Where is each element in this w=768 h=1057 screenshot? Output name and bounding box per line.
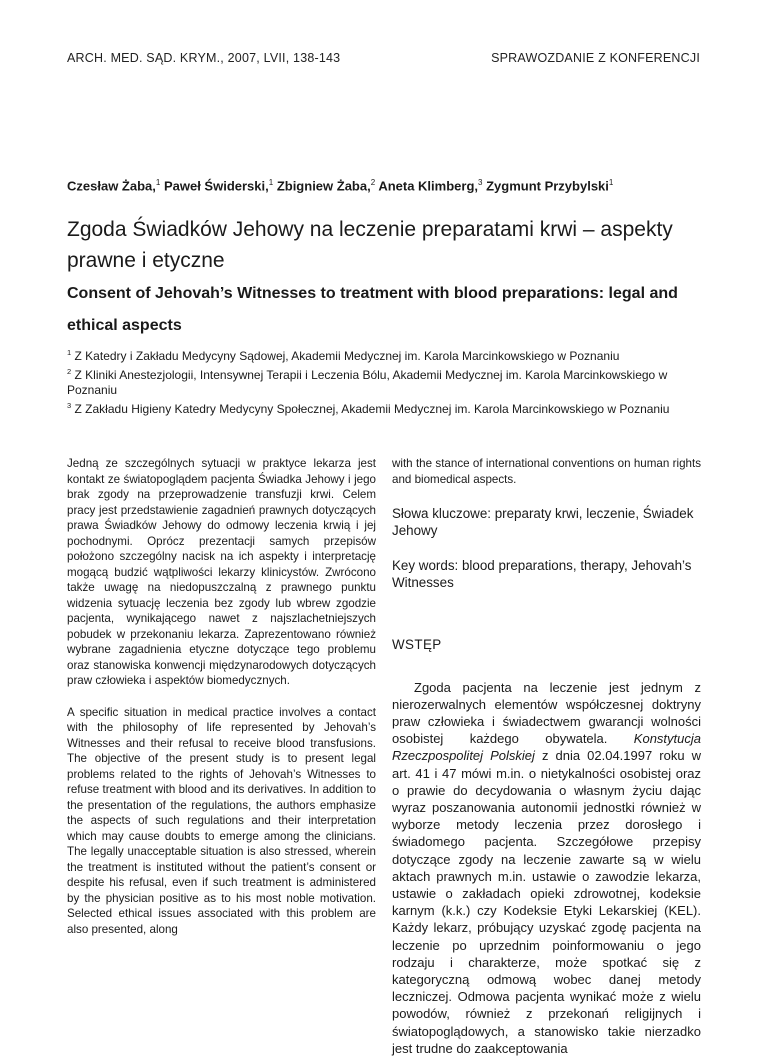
paper-title-english: Consent of Jehovah’s Witnesses to treatment with blood preparations: legal and ethical aspects	[67, 285, 678, 334]
author-affiliation-mark: 1	[155, 178, 161, 187]
affiliation-item	[67, 345, 707, 364]
author-affiliation-mark: 1	[608, 178, 614, 187]
author-affiliation-mark: 3	[478, 178, 483, 187]
affiliation-number: 1	[67, 348, 72, 357]
section-heading: WSTĘP	[392, 637, 442, 652]
paper-title-polish: Zgoda Świadków Jehowy na leczenie preparatami krwi – aspekty prawne i etyczne	[67, 218, 673, 272]
keywords-polish: Słowa kluczowe: preparaty krwi, leczenie, Świadek Jehowy	[392, 506, 694, 538]
journal-header: ARCH. MED. SĄD. KRYM., 2007, LVII, 138-143	[67, 51, 341, 65]
abstract-english-continued: with the stance of international conventions on human rights and biomedical aspects.	[392, 457, 701, 486]
keywords-english: Key words: blood preparations, therapy, Jehovah’s Witnesses	[392, 558, 692, 590]
left-column	[67, 456, 376, 937]
abstract-english: A specific situation in medical practice involves a contact with the philosophy of life represented by Jehovah’s Witnesses and their refusal to receive blood transfusions. The objective of the present study is to present legal problems related to the rights of Jehovah’s Witnesses to refuse treatment with blood and its derivatives. In addition to the presentation of the regulations, the authors emphasize the aspects of such regulations and their interpretation which may cause doubts to emerge among the clinicians. The legally unacceptable situation is also stressed, wherein the treatment is instituted without the patient’s consent or despite his refusal, even if such treatment is administered by the physician positive as to his most noble motivation. Selected ethical issues associated with this problem are also presented, along	[67, 705, 376, 936]
intro-italic-citation: Konstytucja Rzeczpospolitej Polskiej	[392, 731, 701, 764]
affiliation-text: Z Zakładu Higieny Katedry Medycyny Społecznej, Akademii Medycznej im. Karola Marcinkowskiego w Poznaniu	[74, 402, 670, 416]
author-affiliation-mark: 1	[268, 178, 274, 187]
author-affiliation-mark: 2	[370, 178, 376, 187]
author-name: Czesław Żaba,	[67, 178, 156, 194]
affiliation-text: Z Kliniki Anestezjologii, Intensywnej Terapii i Leczenia Bólu, Akademii Medycznej im. Karola Marcinkowskiego w Poznaniu	[67, 368, 668, 397]
author-name: Zygmunt Przybylski	[486, 178, 609, 194]
right-column	[392, 456, 701, 1057]
author-name: Zbigniew Żaba,	[276, 178, 371, 194]
author-name: Paweł Świderski,	[163, 178, 269, 194]
affiliation-number: 2	[67, 367, 72, 376]
affiliation-item	[67, 364, 707, 398]
affiliation-item	[67, 398, 707, 417]
affiliation-list	[67, 345, 707, 417]
intro-text-part: Zgoda pacjenta na leczenie jest jednym z nierozerwalnych elementów współczesnej doktryny praw człowieka i świadectwem gwarancji wolności osobistej każdego obywatela.	[392, 679, 701, 747]
abstract-polish: Jedną ze szczególnych sytuacji w praktyce lekarza jest kontakt ze światopoglądem pacjenta Świadka Jehowy i jego brak zgody na przeprowadzenie transfuzji krwi. Celem pracy jest przedstawienie zagadnień prawnych dotyczących prawa Świadków Jehowy do odmowy leczenia krwią i jej pochodnymi. Oprócz prezentacji samych przepisów położono szczególny nacisk na ich aspekty i interpretację mogącą budzić wątpliwości lekarzy klinicystów. Zwrócono także uwagę na niedopuszczalną z prawnego punktu widzenia sytuację leczenia bez zgody lub wbrew zgodzie pacjenta, wynikającego nawet z najszlachetniejszych pobudek w przekonaniu lekarza. Zaprezentowano również wybrane zagadnienia etyczne dotyczące tego problemu oraz stanowiska konwencji międzynarodowych dotyczących praw człowieka i aspektów biomedycznych.	[67, 457, 376, 687]
author-list	[67, 178, 707, 193]
affiliation-number: 3	[67, 401, 72, 410]
affiliation-text: Z Katedry i Zakładu Medycyny Sądowej, Akademii Medycznej im. Karola Marcinkowskiego w Poznaniu	[74, 349, 620, 363]
author-name: Aneta Klimberg,	[378, 178, 478, 194]
intro-text-part: z dnia 02.04.1997 roku w art. 41 i 47 mówi m.in. o nietykalności osobistej oraz o prawie do decydowania o własnym życiu dając wyraz poszanowania autonomii jednostki również w wyborze metody leczenia przez dorosłego i świadomego pacjenta. Szczegółowe przepisy dotyczące zgody na leczenie zawarte są w wielu aktach prawnych m.in. ustawie o zawodzie lekarza, ustawie o zakładach opieki zdrowotnej, kodeksie karnym (k.k.) czy Kodeksie Etyki Lekarskiej (KEL). Każdy lekarz, próbujący uzyskać zgodę pacjenta na leczenie po uprzednim poinformowaniu o jego rodzaju i charakterze, może spotkać się z kategoryczną odmową wobec danej metody leczniczej. Odmowa pacjenta wynikać może z wielu powodów, również z przekonań religijnych i światopoglądowych, a stanowisko takie nierzadko jest trudne do zaakceptowania	[392, 748, 701, 1056]
section-header: SPRAWOZDANIE Z KONFERENCJI	[491, 51, 700, 65]
introduction-paragraph	[392, 679, 701, 1057]
